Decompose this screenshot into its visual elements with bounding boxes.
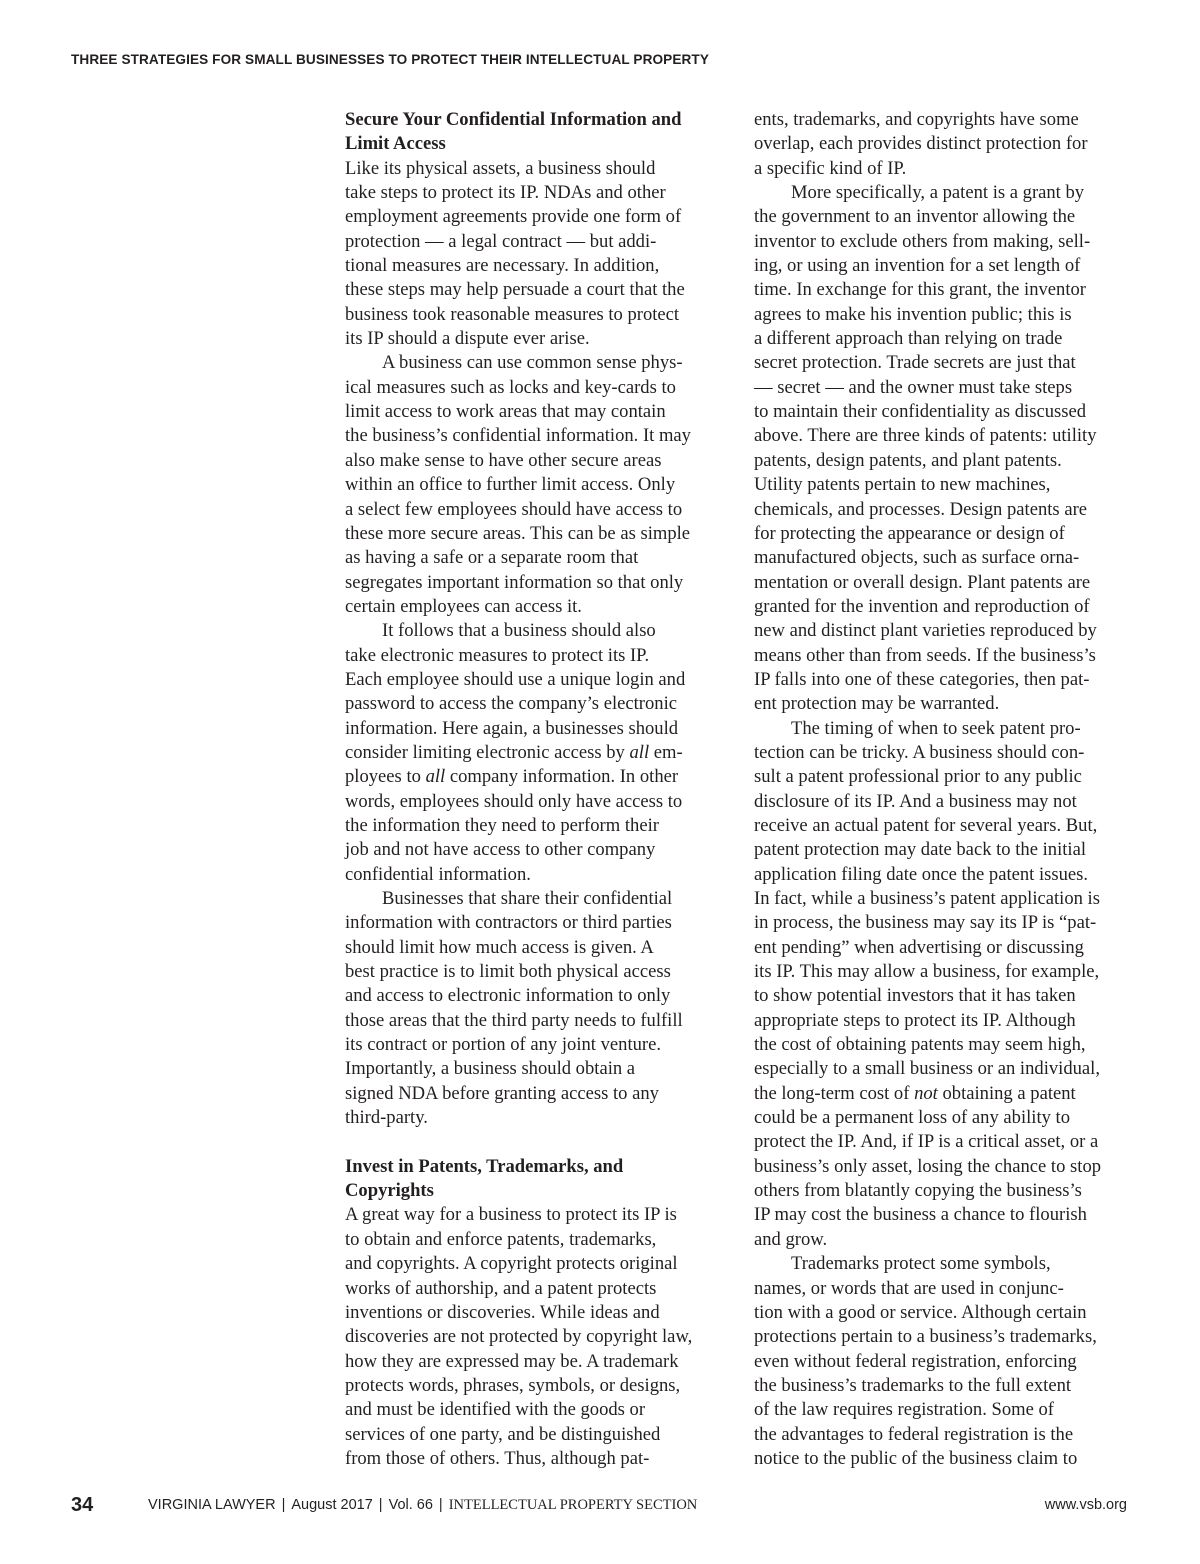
- text-line: the information they need to perform their: [345, 814, 659, 836]
- text-line: even without federal registration, enforcing: [754, 1350, 1077, 1372]
- text-line: how they are expressed may be. A trademark: [345, 1350, 679, 1372]
- paragraph-gap: [345, 1130, 717, 1154]
- text-line: to maintain their confidentiality as discussed: [754, 401, 1087, 423]
- text-line: Each employee should use a unique login and: [345, 668, 686, 690]
- text-line: information with contractors or third parties: [345, 912, 672, 934]
- text-line: protects words, phrases, symbols, or designs,: [345, 1374, 681, 1396]
- text-line: IP falls into one of these categories, then pat-: [754, 668, 1090, 690]
- text-line: tection can be tricky. A business should con-: [754, 741, 1085, 763]
- text-line: a specific kind of IP.: [754, 157, 907, 179]
- text-line: ing, or using an invention for a set length of: [754, 255, 1081, 277]
- text-line: information. Here again, a businesses should: [345, 717, 679, 739]
- text-line: secret protection. Trade secrets are just that: [754, 352, 1076, 374]
- text-line: tion with a good or service. Although certain: [754, 1301, 1087, 1323]
- text-line: from those of others. Thus, although pat-: [345, 1447, 650, 1469]
- text-line: ent protection may be warranted.: [754, 693, 1000, 715]
- text-line: to obtain and enforce patents, trademarks,: [345, 1228, 657, 1250]
- text-line: also make sense to have other secure areas: [345, 449, 662, 471]
- text-line: It follows that a business should also: [382, 620, 656, 642]
- text-line: Importantly, a business should obtain a: [345, 1058, 636, 1080]
- text-line: application filing date once the patent issues.: [754, 863, 1089, 885]
- text-line: A business can use common sense phys-: [382, 352, 683, 374]
- section-heading-line: Invest in Patents, Trademarks, and: [345, 1155, 624, 1177]
- text-line: Utility patents pertain to new machines,: [754, 474, 1051, 496]
- text-line: Businesses that share their confidential: [382, 888, 673, 909]
- text-line: ical measures such as locks and key-cards to: [345, 376, 676, 398]
- section-heading-line: Secure Your Confidential Information and: [345, 109, 682, 130]
- text-line: take electronic measures to protect its IP.: [345, 644, 650, 666]
- text-line: Like its physical assets, a business should: [345, 157, 656, 179]
- text-line: overlap, each provides distinct protection for: [754, 133, 1088, 155]
- text-line: ent pending” when advertising or discussing: [754, 936, 1084, 958]
- text-line: mentation or overall design. Plant patents are: [754, 571, 1091, 593]
- page-number: 34: [71, 1494, 94, 1516]
- text-line: above. There are three kinds of patents: utility: [754, 425, 1097, 447]
- text-line: tional measures are necessary. In addition,: [345, 255, 660, 277]
- text-line: chemicals, and processes. Design patents are: [754, 498, 1088, 520]
- text-line: appropriate steps to protect its IP. Although: [754, 1009, 1076, 1031]
- text-line: third-party.: [345, 1107, 428, 1129]
- magazine-name: VIRGINIA LAWYER: [148, 1497, 276, 1513]
- text-line: the business’s trademarks to the full extent: [754, 1374, 1072, 1396]
- text-line: for protecting the appearance or design of: [754, 522, 1065, 544]
- text-line: and copyrights. A copyright protects original: [345, 1253, 678, 1275]
- text-line: names, or words that are used in conjunc-: [754, 1277, 1064, 1299]
- text-line: its contract or portion of any joint venture.: [345, 1034, 662, 1056]
- text-line: business’s only asset, losing the chance to stop: [754, 1155, 1102, 1177]
- text-line: agrees to make his invention public; this is: [754, 303, 1072, 325]
- text-line: these more secure areas. This can be as simple: [345, 522, 691, 544]
- text-line: disclosure of its IP. And a business may not: [754, 790, 1077, 812]
- text-line: consider limiting electronic access by all em-: [345, 741, 683, 763]
- text-line: the advantages to federal registration is the: [754, 1423, 1074, 1445]
- text-line: confidential information.: [345, 863, 531, 885]
- text-line: could be a permanent loss of any ability to: [754, 1107, 1071, 1129]
- text-line: and access to electronic information to only: [345, 985, 671, 1007]
- text-line: In fact, while a business’s patent application is: [754, 888, 1100, 909]
- text-line: take steps to protect its IP. NDAs and other: [345, 182, 666, 204]
- text-line: and must be identified with the goods or: [345, 1399, 646, 1421]
- text-line: employment agreements provide one form of: [345, 206, 682, 228]
- text-line: inventor to exclude others from making, sell-: [754, 230, 1091, 252]
- website-url: www.vsb.org: [1044, 1497, 1127, 1513]
- text-line: patents, design patents, and plant patents.: [754, 449, 1062, 471]
- text-line: inventions or discoveries. While ideas and: [345, 1301, 660, 1323]
- section-heading-line: Limit Access: [345, 133, 446, 155]
- text-line: works of authorship, and a patent protects: [345, 1277, 657, 1299]
- text-line: within an office to further limit access. Only: [345, 474, 676, 496]
- text-line: best practice is to limit both physical access: [345, 961, 671, 983]
- text-line: words, employees should only have access to: [345, 790, 683, 812]
- text-line: certain employees can access it.: [345, 595, 582, 617]
- text-line: others from blatantly copying the business’s: [754, 1180, 1082, 1202]
- text-line: sult a patent professional prior to any public: [754, 766, 1082, 788]
- text-line: manufactured objects, such as surface orna-: [754, 547, 1080, 569]
- text-line: new and distinct plant varieties reproduced by: [754, 620, 1097, 642]
- section-heading-line: Copyrights: [345, 1180, 434, 1202]
- text-line: granted for the invention and reproduction of: [754, 595, 1090, 617]
- text-line: ployees to all company information. In other: [345, 766, 679, 788]
- text-line: job and not have access to other company: [345, 839, 656, 861]
- text-line: More specifically, a patent is a grant by: [791, 182, 1085, 204]
- text-line: time. In exchange for this grant, the inventor: [754, 279, 1087, 301]
- text-line: receive an actual patent for several years. But,: [754, 814, 1098, 836]
- text-line: business took reasonable measures to protect: [345, 303, 680, 325]
- text-line: of the law requires registration. Some of: [754, 1399, 1054, 1421]
- right-column: [754, 108, 1134, 1471]
- text-line: protection — a legal contract — but addi-: [345, 230, 657, 252]
- page-footer: [0, 1494, 1200, 1524]
- text-line: signed NDA before granting access to any: [345, 1082, 659, 1104]
- separator: |: [438, 1497, 443, 1513]
- text-line: as having a safe or a separate room that: [345, 547, 639, 569]
- text-line: especially to a small business or an individual,: [754, 1058, 1100, 1080]
- text-line: protect the IP. And, if IP is a critical asset, or a: [754, 1131, 1099, 1153]
- text-line: should limit how much access is given. A: [345, 936, 654, 958]
- text-line: Trademarks protect some symbols,: [791, 1253, 1051, 1275]
- issue-date: August 2017: [291, 1497, 373, 1513]
- text-line: — secret — and the owner must take steps: [754, 376, 1073, 398]
- text-line: IP may cost the business a chance to flourish: [754, 1204, 1087, 1226]
- text-line: its IP. This may allow a business, for example,: [754, 961, 1100, 983]
- volume: Vol. 66: [388, 1497, 433, 1513]
- text-line: those areas that the third party needs to fulfill: [345, 1009, 683, 1031]
- text-line: limit access to work areas that may contain: [345, 401, 666, 423]
- text-line: The timing of when to seek patent pro-: [791, 717, 1081, 739]
- text-line: a different approach than relying on trade: [754, 328, 1063, 350]
- text-line: discoveries are not protected by copyright law,: [345, 1326, 693, 1348]
- running-title: THREE STRATEGIES FOR SMALL BUSINESSES TO PROTECT THEIR INTELLECTUAL PROPERTY: [71, 52, 709, 67]
- separator: |: [281, 1497, 286, 1513]
- text-line: means other than from seeds. If the business’s: [754, 644, 1096, 666]
- text-line: the government to an inventor allowing the: [754, 206, 1076, 228]
- text-line: A great way for a business to protect its IP is: [345, 1204, 677, 1226]
- text-line: segregates important information so that only: [345, 571, 684, 593]
- text-line: the cost of obtaining patents may seem high,: [754, 1034, 1086, 1056]
- text-line: and grow.: [754, 1228, 828, 1250]
- text-line: a select few employees should have access to: [345, 498, 683, 520]
- text-line: protections pertain to a business’s trademarks,: [754, 1326, 1097, 1348]
- text-line: notice to the public of the business claim to: [754, 1447, 1078, 1469]
- separator: |: [378, 1497, 383, 1513]
- text-line: patent protection may date back to the initial: [754, 839, 1086, 861]
- text-line: to show potential investors that it has taken: [754, 985, 1076, 1007]
- publication-info: [148, 1497, 697, 1514]
- text-line: password to access the company’s electronic: [345, 693, 677, 715]
- text-line: in process, the business may say its IP is “pat-: [754, 912, 1097, 934]
- text-line: its IP should a dispute ever arise.: [345, 328, 590, 350]
- left-column: [345, 108, 717, 1471]
- text-line: ents, trademarks, and copyrights have some: [754, 109, 1079, 130]
- section-name: INTELLECTUAL PROPERTY SECTION: [448, 1497, 698, 1513]
- text-line: the long-term cost of not obtaining a patent: [754, 1082, 1076, 1104]
- text-line: services of one party, and be distinguished: [345, 1423, 661, 1445]
- text-line: these steps may help persuade a court that the: [345, 279, 685, 301]
- text-line: the business’s confidential information. It may: [345, 425, 691, 447]
